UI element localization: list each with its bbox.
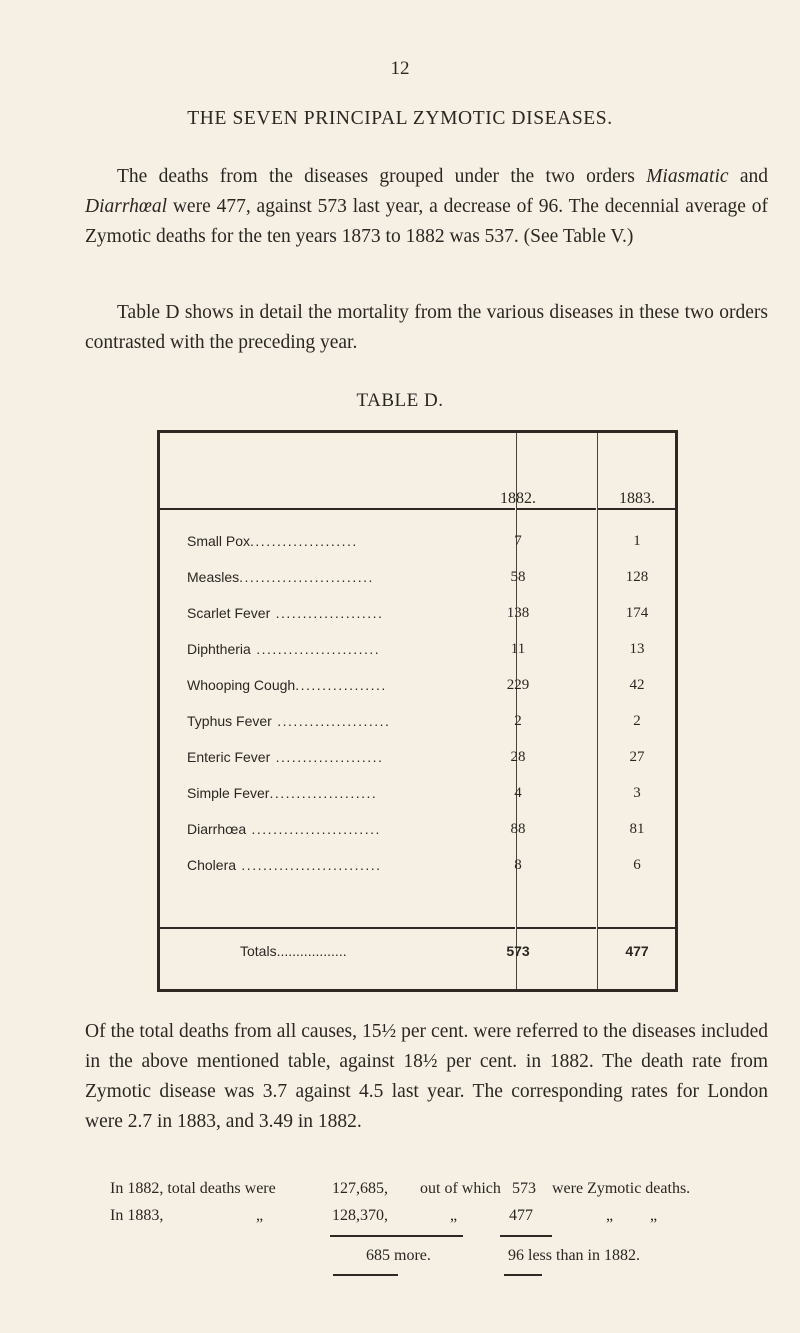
leader-dots: .................... [250,533,358,549]
para3-text: Of the total deaths from all causes, 15½ per cent. were referred to the diseases included in the above mentioned table, against 18½ per cent. in 1882. The death rate from Zymotic disease was 3.7 against 4.5 last year. The corresponding rates for London were 2.7 in 1883, and 3.49 in 1882. [85,1021,768,1132]
value-1882: 4 [514,785,522,801]
header-rule [160,508,515,510]
value-1883: 2 [633,713,641,729]
para1-text-a: The deaths from the diseases grouped under the two orders [117,166,635,187]
table-row [160,857,675,881]
leader-dots: ....................... [250,641,381,657]
value-1883: 81 [629,821,645,837]
summary-rule [333,1274,398,1276]
ditto-mark: „ [606,1207,614,1224]
para1-text-rest: were 477, against 573 last year, a decrease of 96. The decennial average of Zymotic deaths for the ten years 1873 to 1882 was 537. (See Table V.) [85,196,768,247]
ditto-mark: „ [256,1207,264,1224]
difference-zymotic: 96 less than in 1882. [508,1247,640,1264]
header-1882: 1882. [500,490,536,507]
summary-1883-zymotic: 477 [509,1207,533,1224]
leader-dots: ..................... [271,713,391,729]
value-1882: 7 [514,533,522,549]
mortality-table [157,430,678,992]
table-title: TABLE D. [356,390,444,411]
table-row [160,785,675,809]
table-row [160,569,675,593]
leader-dots: .................. [276,943,347,959]
value-1882: 138 [506,605,530,621]
leader-dots: ........................ [246,821,381,837]
leader-dots: ......................... [239,569,374,585]
value-1883: 1 [633,533,641,549]
row-label: Diphtheria [187,641,251,657]
page-number: 12 [390,58,410,79]
para2-text: Table D shows in detail the mortality from the various diseases in these two orders contrasted with the preceding year. [85,302,768,353]
value-1883: 6 [633,857,641,873]
row-label: Whooping Cough [187,677,296,693]
para1-diarrhoeal: Diarrhœal [85,196,167,217]
leader-dots: .................... [270,749,384,765]
leader-dots: .................... [269,785,378,801]
column-divider [516,433,517,989]
table-row [160,605,675,629]
summary-1883-total: 128,370, [332,1207,388,1224]
value-1882: 8 [514,857,522,873]
row-label: Measles [187,569,240,585]
table-row [160,749,675,773]
value-1883: 13 [629,641,645,657]
value-1883: 27 [629,749,645,765]
value-1882: 88 [510,821,526,837]
table-row [160,533,675,557]
summary-rule [504,1274,542,1276]
value-1883: 128 [625,569,649,585]
ditto-mark: „ [650,1207,658,1224]
value-1882: 11 [510,641,526,657]
row-label: Simple Fever [187,785,270,801]
table-row [160,821,675,845]
value-1883: 3 [633,785,641,801]
summary-1882-zymotic: 573 [512,1180,536,1197]
value-1882: 2 [514,713,522,729]
summary-1882-total: 127,685, [332,1180,388,1197]
header-rule [598,508,677,510]
leader-dots: ................. [295,677,387,693]
total-1882: 573 [506,943,530,959]
leader-dots: .................... [270,605,384,621]
totals-rule [598,927,677,929]
row-label: Small Pox [187,533,251,549]
summary-rule [330,1235,463,1237]
value-1882: 58 [510,569,526,585]
summary-1882-label: In 1882, total deaths were [110,1180,276,1197]
totals-row [160,943,675,967]
paragraph-table-intro [85,298,768,358]
ditto-mark: „ [450,1207,458,1224]
totals-label: Totals [240,943,277,959]
header-1883: 1883. [619,490,655,507]
column-divider [597,433,598,989]
summary-1883-label: In 1883, [110,1207,164,1224]
page-title: THE SEVEN PRINCIPAL ZYMOTIC DISEASES. [187,108,613,129]
row-label: Typhus Fever [187,713,272,729]
header-rule [517,508,596,510]
totals-rule [160,927,515,929]
totals-rule [517,927,596,929]
paragraph-rates [85,1017,768,1137]
value-1883: 42 [629,677,645,693]
leader-dots: .......................... [236,857,382,873]
total-1883: 477 [625,943,649,959]
table-row [160,713,675,737]
row-label: Diarrhœa [187,821,247,837]
value-1882: 28 [510,749,526,765]
table-row [160,641,675,665]
value-1882: 229 [506,677,530,693]
difference-total: 685 more. [366,1247,431,1264]
value-1883: 174 [625,605,649,621]
table-row [160,677,675,701]
para1-and: and [728,166,769,187]
para1-miasmatic: Miasmatic [646,166,729,187]
summary-1882-tail: were Zymotic deaths. [552,1180,691,1197]
summary-1882-mid: out of which [420,1180,501,1197]
row-label: Cholera [187,857,237,873]
row-label: Scarlet Fever [187,605,271,621]
paragraph-intro [85,162,768,252]
row-label: Enteric Fever [187,749,271,765]
summary-rule [500,1235,552,1237]
